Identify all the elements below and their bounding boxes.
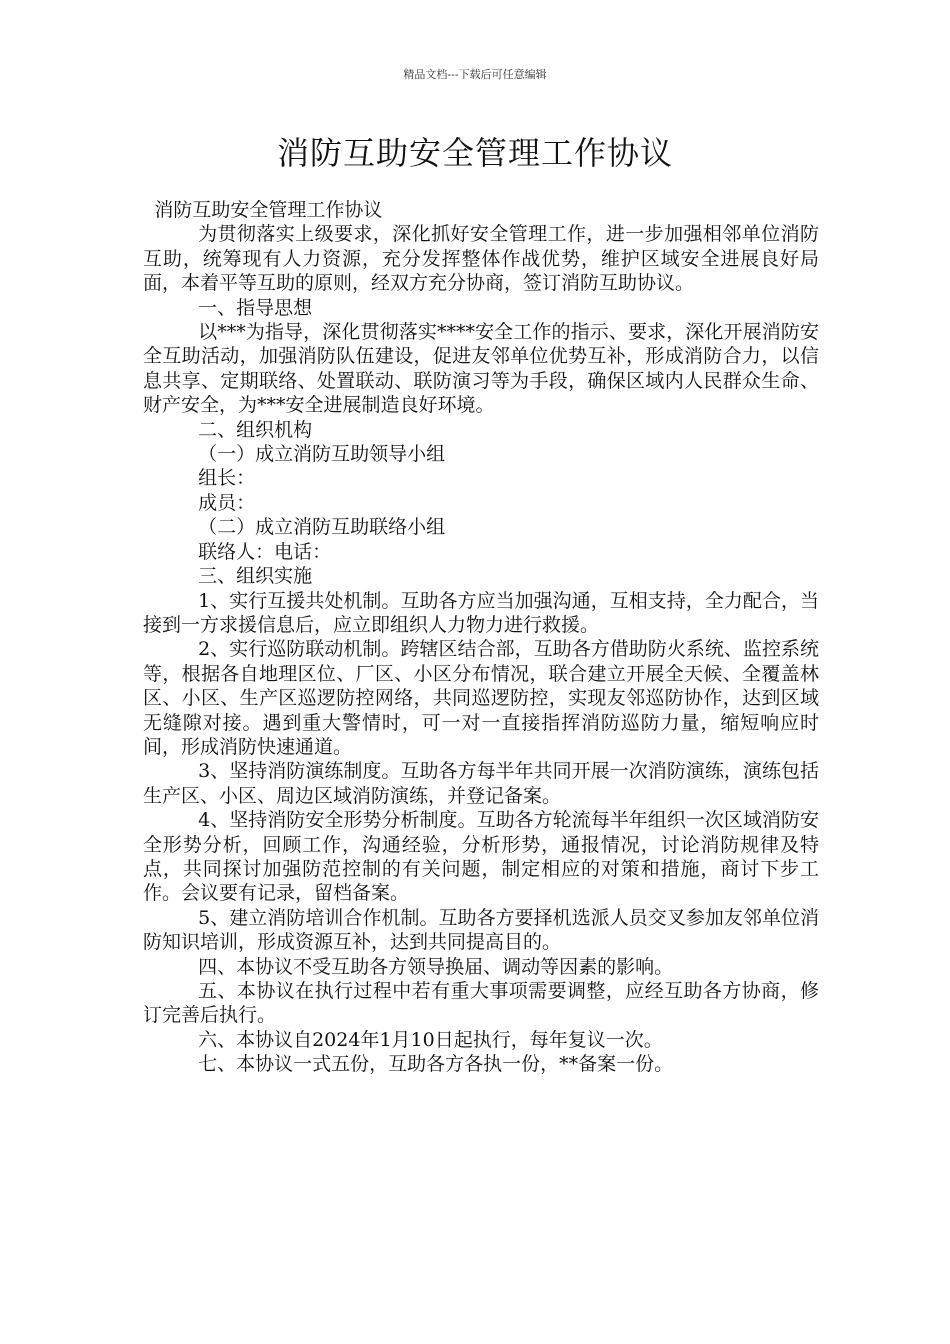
implementation-item-2: 2、实行巡防联动机制。跨辖区结合部，互助各方借助防火系统、监控系统等，根据各自地理区位、厂区、小区分布情况，联合建立开展全天候、全覆盖林区、小区、生产区巡逻防控网络，共同巡逻防控，实现友邻巡防协作，达到区域无缝隙对接。遇到重大警情时，可一对一直接指挥消防巡防力量，缩短响应时间，形成消防快速通道。 <box>143 638 819 758</box>
body-subtitle: 消防互助安全管理工作协议 <box>154 199 383 221</box>
subsection-liaison-group: （二）成立消防互助联络小组 <box>198 516 446 539</box>
intro-paragraph: 为贯彻落实上级要求，深化抓好安全管理工作，进一步加强相邻单位消防互助，统筹现有人力资源，充分发挥整体作战优势，维护区域安全进展良好局面，本着平等互助的原则，经双方充分协商，签订消防互助协议。 <box>143 223 819 295</box>
document-body <box>143 198 819 1077</box>
implementation-item-5: 5、建立消防培训合作机制。互助各方要择机选派人员交叉参加友邻单位消防知识培训，形成资源互补，达到共同提高目的。 <box>143 906 819 954</box>
guiding-ideology-paragraph: 以***为指导，深化贯彻落实****安全工作的指示、要求，深化开展消防安全互助活动，加强消防队伍建设，促进友邻单位优势互补，形成消防合力，以信息共享、定期联络、处置联动、联防演习等为手段，确保区域内人民群众生命、财产安全，为***安全进展制造良好环境。 <box>143 321 819 417</box>
section-heading-organization: 二、组织机构 <box>198 418 313 441</box>
implementation-item-4: 4、坚持消防安全形势分析制度。互助各方轮流每半年组织一次区域消防安全形势分析，回顾工作，沟通经验，分析形势，通报情况，讨论消防规律及特点，共同探讨加强防范控制的有关问题，制定相应的对策和措施，商讨下步工作。会议要有记录，留档备案。 <box>143 809 819 905</box>
group-members-line: 成员： <box>198 491 256 514</box>
page-header: 精品文档---下载后可任意编辑 <box>403 68 547 81</box>
document-title: 消防互助安全管理工作协议 <box>276 134 673 172</box>
implementation-item-3: 3、坚持消防演练制度。互助各方每半年共同开展一次消防演练，演练包括生产区、小区、周边区域消防演练，并登记备案。 <box>143 760 819 807</box>
group-leader-line: 组长： <box>198 467 256 490</box>
implementation-item-1: 1、实行互援共处机制。互助各方应当加强沟通，互相支持，全力配合，当接到一方求援信息后，应立即组织人力物力进行救援。 <box>143 589 819 636</box>
subsection-leadership-group: （一）成立消防互助领导小组 <box>198 443 446 466</box>
clause-seven: 七、本协议一式五份，互助各方各执一份，**备案一份。 <box>198 1053 674 1076</box>
liaison-contact-line: 联络人：电话： <box>198 540 332 563</box>
clause-four: 四、本协议不受互助各方领导换届、调动等因素的影响。 <box>198 955 674 978</box>
clause-six: 六、本协议自2024年1月10日起执行，每年复议一次。 <box>198 1028 663 1051</box>
section-heading-guiding-ideology: 一、指导思想 <box>198 296 313 319</box>
clause-five: 五、本协议在执行过程中若有重大事项需要调整，应经互助各方协商，修订完善后执行。 <box>143 980 819 1027</box>
section-heading-implementation: 三、组织实施 <box>198 565 313 588</box>
